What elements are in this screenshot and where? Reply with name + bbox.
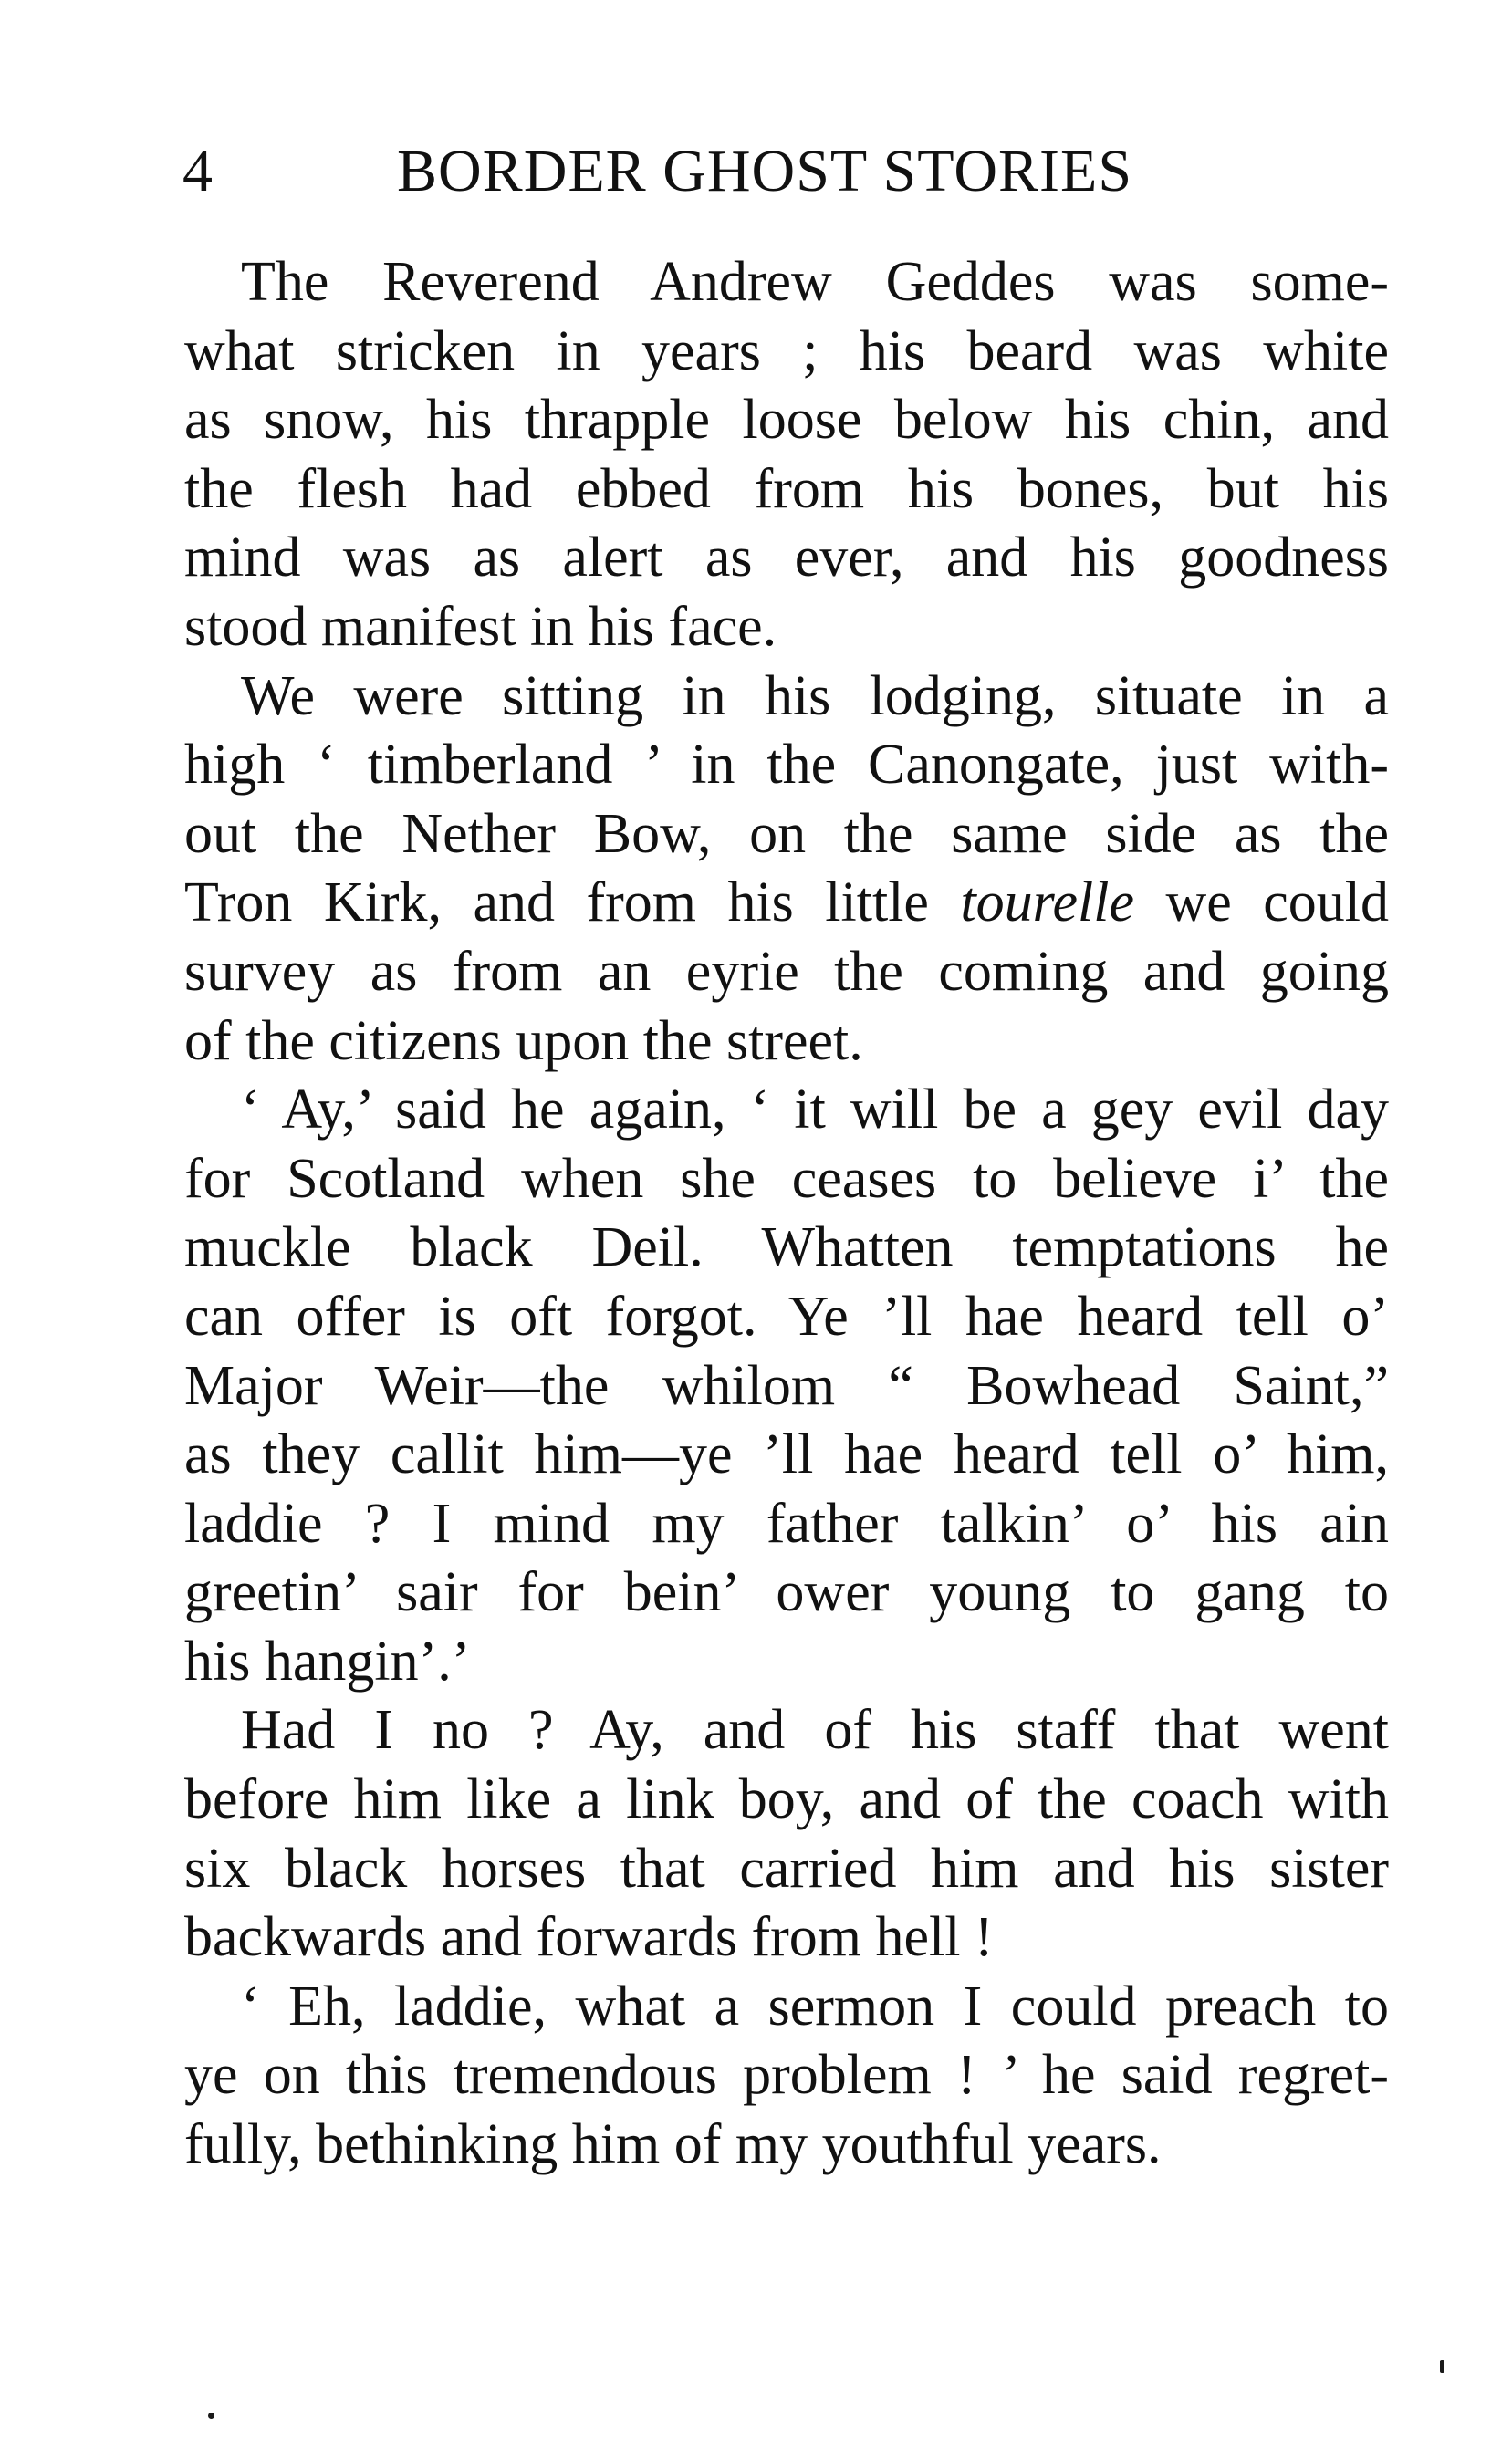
text-line: out the Nether Bow, on the same side as the: [184, 802, 1389, 865]
text-line: laddie ? I mind my father talkin’ o’ his ain: [184, 1492, 1389, 1555]
text-line: six black horses that carried him and his sister: [184, 1837, 1389, 1900]
text-line: as they callit him—ye ’ll hae heard tell o’ him,: [184, 1423, 1389, 1486]
text-line: backwards and forwards from hell !: [184, 1906, 994, 1969]
text-line: mind was as alert as ever, and his goodness: [184, 526, 1389, 589]
running-title: BORDER GHOST STORIES: [397, 138, 1133, 204]
ink-speck: [208, 2413, 214, 2419]
text-line-with-italic: [184, 869, 1389, 938]
text-line: fully, bethinking him of my youthful years.: [184, 2113, 1162, 2176]
body-text: [184, 248, 1389, 2180]
text-line: can offer is oft forgot. Ye ’ll hae heard tell o’: [184, 1285, 1389, 1348]
ink-speck: [1440, 2360, 1444, 2373]
text-line: stood manifest in his face.: [184, 595, 777, 658]
text-line: high ‘ timberland ’ in the Canongate, just with-: [184, 734, 1389, 797]
text-line: ye on this tremendous problem ! ’ he said regret-: [184, 2044, 1389, 2107]
text-line: of the citizens upon the street.: [184, 1009, 863, 1072]
italic-word: tourelle: [960, 871, 1134, 934]
text-line: ‘ Ay,’ said he again, ‘ it will be a gey evil day: [241, 1079, 1389, 1141]
text-run: we could: [1133, 871, 1389, 934]
text-run: Tron Kirk, and from his little: [184, 871, 961, 934]
text-line: Major Weir—the whilom “ Bowhead Saint,”: [184, 1354, 1389, 1417]
text-line: the flesh had ebbed from his bones, but his: [184, 457, 1389, 520]
text-line: muckle black Deil. Whatten temptations he: [184, 1216, 1389, 1279]
text-line: Had I no ? Ay, and of his staff that went: [241, 1699, 1389, 1762]
text-line: his hangin’.’: [184, 1630, 471, 1693]
text-line: greetin’ sair for bein’ ower young to gang to: [184, 1561, 1389, 1624]
running-head: [182, 135, 1387, 208]
text-line: ‘ Eh, laddie, what a sermon I could preach to: [241, 1975, 1389, 2038]
text-line: for Scotland when she ceases to believe i’ the: [184, 1147, 1389, 1210]
text-line: The Reverend Andrew Geddes was some-: [241, 251, 1389, 313]
text-line: We were sitting in his lodging, situate in a: [241, 664, 1389, 727]
text-line: what stricken in years ; his beard was white: [184, 319, 1389, 382]
text-line: as snow, his thrapple loose below his chin, and: [184, 389, 1389, 452]
text-line: survey as from an eyrie the coming and going: [184, 940, 1389, 1003]
text-line: before him like a link boy, and of the coach with: [184, 1768, 1389, 1831]
page-number: 4: [182, 138, 214, 204]
